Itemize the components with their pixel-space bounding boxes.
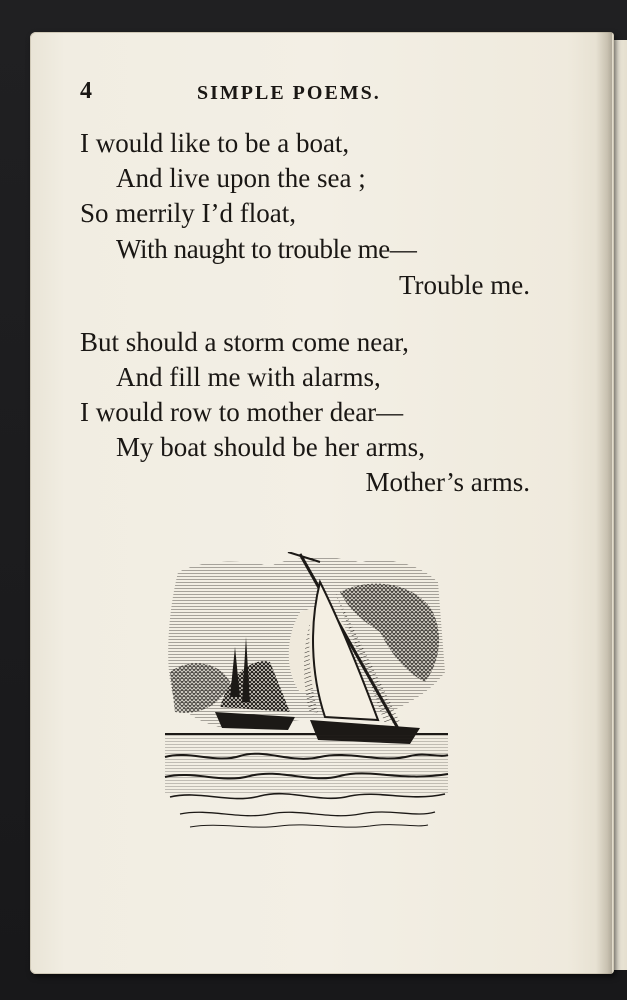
gutter-shadow [596, 32, 612, 974]
poem-line: Trouble me. [398, 270, 530, 300]
poem-line: Mother’s arms. [365, 467, 530, 497]
poem-line: But should a storm come near, [80, 327, 409, 357]
poem-line: And fill me with alarms, [116, 362, 381, 392]
poem-line: I would like to be a boat, [80, 128, 350, 158]
page-number: 4 [80, 78, 92, 104]
poem-line: And live upon the sea ; [116, 163, 366, 193]
stanza-1 [80, 126, 530, 306]
poem-line: I would row to mother dear— [80, 397, 404, 427]
ship-engraving-svg [160, 552, 450, 832]
poem-line: My boat should be her arms, [116, 432, 425, 462]
stanza-2 [80, 325, 530, 505]
ship-engraving [160, 552, 450, 832]
poem-line: With naught to trouble me— [116, 234, 417, 264]
poem-line: So merrily I’d float, [80, 198, 296, 228]
running-head: SIMPLE POEMS. [197, 82, 381, 104]
